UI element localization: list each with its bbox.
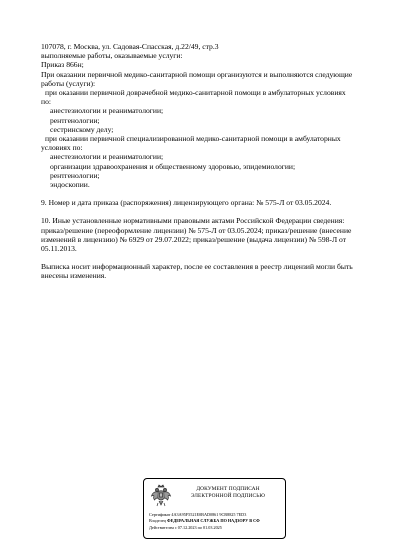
text-line: по: bbox=[41, 97, 51, 107]
stamp-certificate-label: Сертификат bbox=[149, 512, 171, 517]
stamp-title-line1: ДОКУМЕНТ ПОДПИСАН bbox=[196, 486, 260, 492]
paragraph-gap bbox=[41, 253, 381, 262]
stamp-details bbox=[149, 512, 283, 531]
text-line: анестезиологии и реаниматологии; bbox=[50, 106, 164, 116]
text-line: работы (услуги): bbox=[41, 78, 96, 88]
text-line: 05.11.2013. bbox=[41, 244, 77, 254]
text-line: рентгенологии; bbox=[50, 115, 100, 125]
text-line: 9. Номер и дата приказа (распоряжения) лицензирующего органа: № 575-Л от 03.05.2024. bbox=[41, 198, 332, 208]
coat-of-arms-icon bbox=[150, 484, 172, 510]
text-line: приказ/решение (переоформление лицензии) № 575-Л от 03.05.2024; приказ/решение (внесение bbox=[41, 225, 352, 235]
text-line: изменений в лицензию) № 6929 от 29.07.2022; приказ/решение (выдача лицензии) № 598-Л от bbox=[41, 234, 347, 244]
text-line: сестринскому делу; bbox=[50, 124, 114, 134]
stamp-validity: Действителен с 07.12.2023 по 01.03.2025 bbox=[149, 524, 222, 530]
text-line: эндоскопии. bbox=[50, 180, 90, 190]
text-line: при оказании первичной доврачебной медико-санитарной помощи в амбулаторных условиях bbox=[45, 88, 346, 98]
text-line: Выписка носит информационный характер, после ее составления в реестр лицензий могли быть bbox=[41, 262, 353, 272]
text-line: выполняемые работы, оказываемые услуги: bbox=[41, 51, 183, 61]
text-line: рентгенологии; bbox=[50, 170, 100, 180]
text-line: При оказании первичной медико-санитарной помощи организуются и выполняются следующие bbox=[41, 69, 353, 79]
stamp-certificate-value: 4A3A95F5521E0BAD0861 9CB8825 7ED3 bbox=[171, 512, 247, 517]
text-line: 107078, г. Москва, ул. Садовая-Спасская, д.22/49, стр.3 bbox=[41, 42, 219, 51]
stamp-owner-value: ФЕДЕРАЛЬНАЯ СЛУЖБА ПО НАДЗОРУ В СФ bbox=[166, 518, 260, 524]
text-line: при оказании первичной специализированной медико-санитарной помощи в амбулаторных bbox=[45, 134, 341, 144]
text-line: условиях по: bbox=[41, 143, 83, 153]
text-line: анестезиологии и реаниматологии; bbox=[50, 152, 164, 162]
stamp-title bbox=[174, 486, 282, 500]
text-line: Приказ 866н; bbox=[41, 60, 84, 70]
text-line: внесены изменения. bbox=[41, 271, 107, 281]
license-extract-text bbox=[41, 42, 381, 281]
stamp-title-line2: ЭЛЕКТРОННОЙ ПОДПИСЬЮ bbox=[190, 493, 266, 499]
electronic-signature-stamp bbox=[143, 478, 286, 539]
text-line: 10. Иные установленные нормативными правовыми актами Российской Федерации сведения: bbox=[41, 216, 345, 226]
text-line: организации здравоохранения и общественному здоровью, эпидемиологии; bbox=[50, 161, 296, 171]
paragraph-gap bbox=[41, 207, 381, 216]
stamp-owner-label: Владелец bbox=[149, 518, 166, 524]
paragraph-gap bbox=[41, 189, 381, 198]
